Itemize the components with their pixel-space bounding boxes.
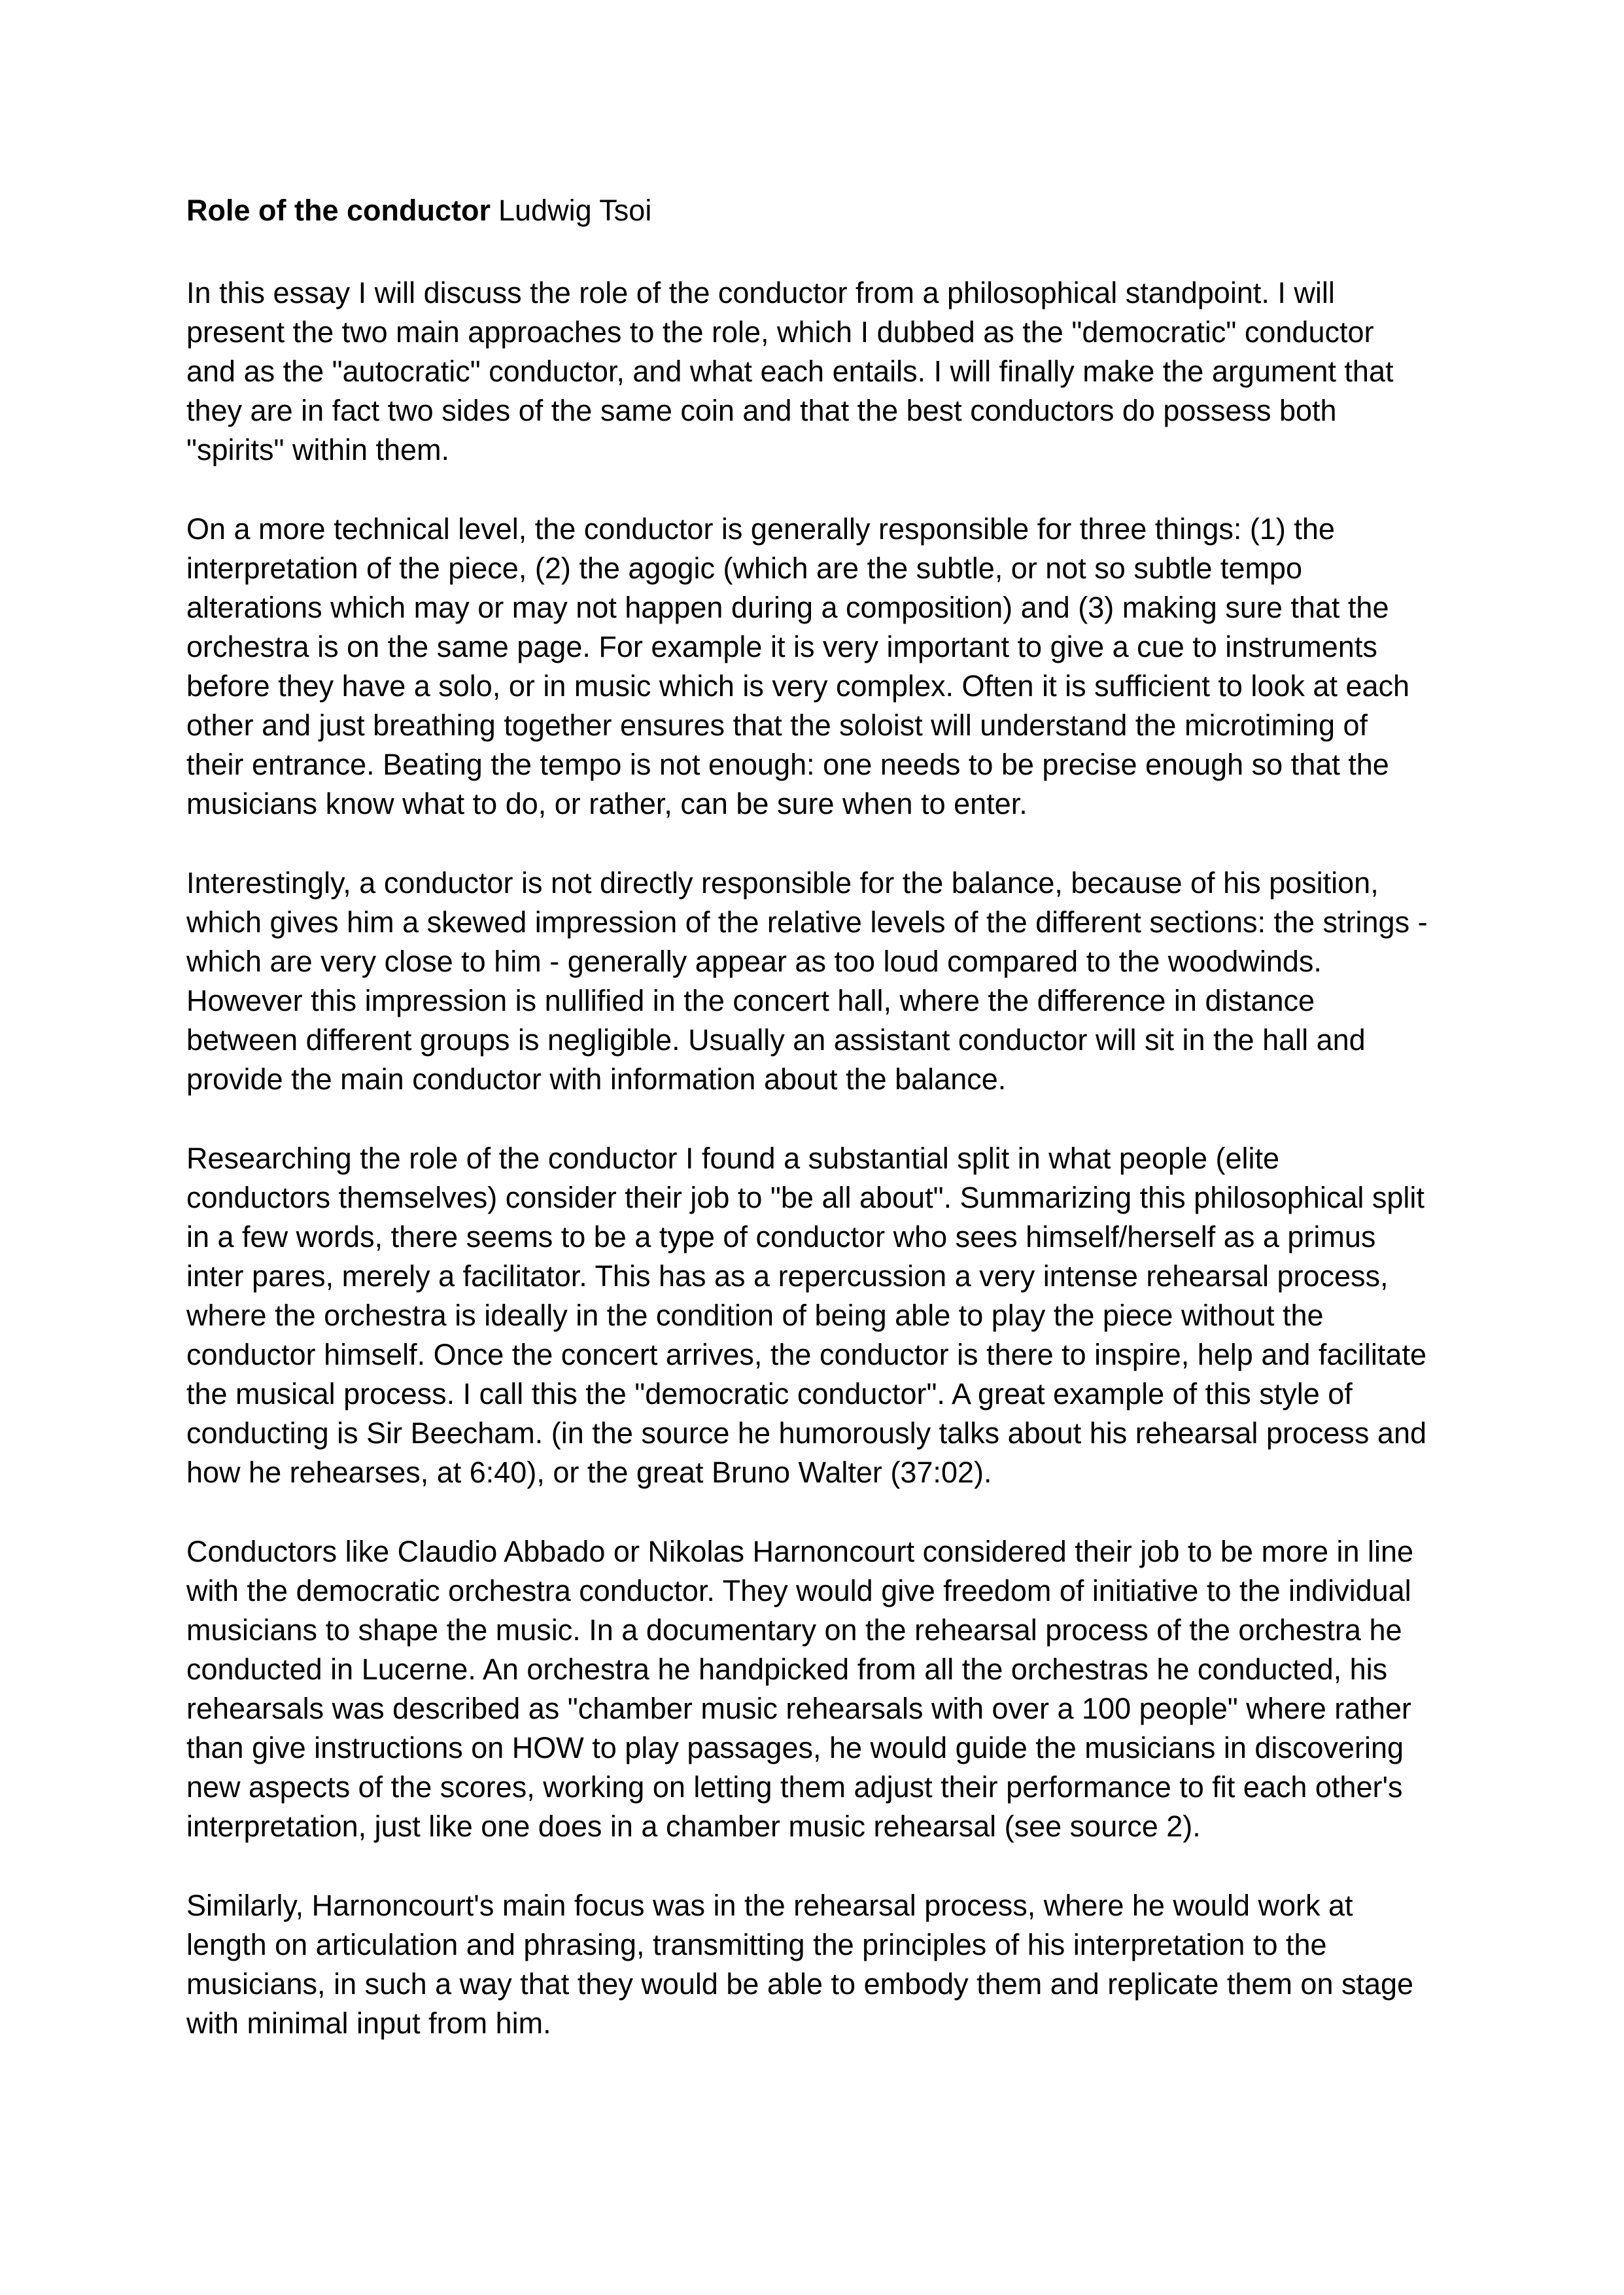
essay-author: Ludwig Tsoi (498, 194, 652, 227)
essay-paragraph-abbado-harnoncourt: Conductors like Claudio Abbado or Nikolas Harnoncourt considered their job to be more in line with the democratic orchestra conductor. They would give freedom of initiative to the individual musicians to shape the music. In a documentary on the rehearsal process of the orchestra he conducted in Lucerne. An orchestra he handpicked from all the orchestras he conducted, his rehearsals was described as "chamber music rehearsals with over a 100 people" where rather than give instructions on HOW to play passages, he would guide the musicians in discovering new aspects of the scores, working on letting them adjust their performance to fit each other's interpretation, just like one does in a chamber music rehearsal (see source 2). (186, 1535, 1414, 1843)
title-line (186, 191, 1430, 230)
essay-paragraph-harnoncourt-rehearsal: Similarly, Harnoncourt's main focus was in the rehearsal process, where he would work at length on articulation and phrasing, transmitting the principles of his interpretation to the musicians, in such a way that they would be able to embody them and replicate them on stage with minimal input from him. (186, 1889, 1414, 2040)
essay-content (186, 191, 1430, 2043)
essay-title: Role of the conductor (186, 194, 491, 227)
essay-paragraph-balance: Interestingly, a conductor is not directly responsible for the balance, because of his position, which gives him a skewed impression of the relative levels of the different sections: the strings - which are very close to him - generally appear as too loud compared to the woodwinds. However this impression is nullified in the concert hall, where the difference in distance between different groups is negligible. Usually an assistant conductor will sit in the hall and provide the main conductor with information about the balance. (186, 866, 1428, 1096)
essay-paragraph-democratic-conductor: Researching the role of the conductor I found a substantial split in what people (elite conductors themselves) consider their job to "be all about". Summarizing this philosophical split in a few words, there seems to be a type of conductor who sees himself/herself as a primus inter pares, merely a facilitator. This has as a repercussion a very intense rehearsal process, where the orchestra is ideally in the condition of being able to play the piece without the conductor himself. Once the concert arrives, the conductor is there to inspire, help and facilitate the musical process. I call this the "democratic conductor". A great example of this style of conducting is Sir Beecham. (in the source he humorously talks about his rehearsal process and how he rehearses, at 6:40), or the great Bruno Walter (37:02). (186, 1142, 1426, 1489)
essay-paragraph-technical-level: On a more technical level, the conductor is generally responsible for three things: (1) the interpretation of the piece, (2) the agogic (which are the subtle, or not so subtle tempo alterations which may or may not happen during a composition) and (3) making sure that the orchestra is on the same page. For example it is very important to give a cue to instruments before they have a solo, or in music which is very complex. Often it is sufficient to look at each other and just breathing together ensures that the soloist will understand the microtiming of their entrance. Beating the tempo is not enough: one needs to be precise enough so that the musicians know what to do, or rather, can be sure when to enter. (186, 512, 1410, 820)
essay-paragraph-intro: In this essay I will discuss the role of the conductor from a philosophical standpoint. I will present the two main approaches to the role, which I dubbed as the "democratic" conductor and as the "autocratic" conductor, and what each entails. I will finally make the argument that they are in fact two sides of the same coin and that the best conductors do possess both "spirits" within them. (186, 276, 1394, 466)
